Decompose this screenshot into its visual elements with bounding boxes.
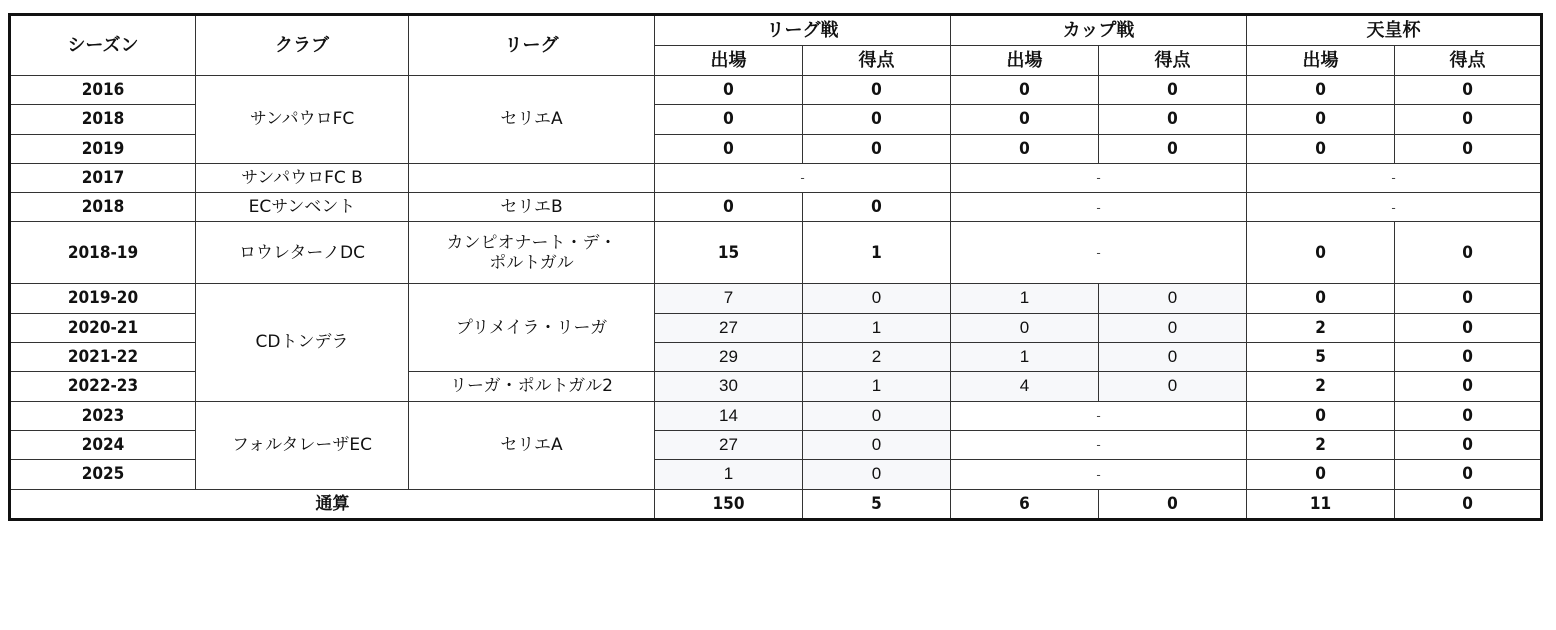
ec-apps-cell: 2 (1247, 372, 1395, 401)
cup-apps-cell: 4 (951, 372, 1099, 401)
lg-apps-cell: 15 (655, 222, 803, 284)
header-emperors-cup: 天皇杯 (1247, 15, 1542, 46)
season-cell: 2023 (10, 401, 196, 430)
ec-apps-cell: 2 (1247, 430, 1395, 459)
lg-goals-cell: 0 (803, 430, 951, 459)
ec-apps-cell: 0 (1247, 284, 1395, 313)
total-lg-goals: 5 (803, 489, 951, 519)
table-row (10, 401, 1542, 430)
lg-goals-cell: 1 (803, 222, 951, 284)
season-cell: 2018 (10, 193, 196, 222)
header-ec-apps: 出場 (1247, 46, 1395, 76)
ec-goals-cell: 0 (1395, 401, 1542, 430)
league-name-line-1: カンピオナート・デ・ (446, 232, 617, 253)
ec-goals-cell: 0 (1395, 284, 1542, 313)
ec-goals-cell: 0 (1395, 222, 1542, 284)
cup-apps-cell: 0 (951, 134, 1099, 163)
ec-apps-cell: 0 (1247, 401, 1395, 430)
header-lg-goals: 得点 (803, 46, 951, 76)
lg-goals-cell: 0 (803, 105, 951, 134)
club-cell (196, 76, 409, 164)
club-name: サンパウロFC (249, 109, 355, 130)
total-lg-apps: 150 (655, 489, 803, 519)
league-cell: プリメイラ・リーガ (409, 284, 655, 372)
header-league: リーグ (409, 15, 655, 76)
cup-goals-cell: 0 (1099, 372, 1247, 401)
header-cup-apps: 出場 (951, 46, 1099, 76)
ec-goals-cell: 0 (1395, 460, 1542, 489)
ec-apps-cell: 0 (1247, 105, 1395, 134)
cup-dash-cell: - (951, 163, 1247, 192)
ec-goals-cell: 0 (1395, 343, 1542, 372)
ec-goals-cell: 0 (1395, 313, 1542, 342)
club-cell: ECサンベント (196, 193, 409, 222)
header-cup-goals: 得点 (1099, 46, 1247, 76)
lg-apps-cell: 0 (655, 134, 803, 163)
cup-apps-cell: 1 (951, 284, 1099, 313)
league-cell (409, 76, 655, 164)
cup-apps-cell: 1 (951, 343, 1099, 372)
league-cell: セリエA (409, 401, 655, 489)
total-cup-goals: 0 (1099, 489, 1247, 519)
table-row (10, 284, 1542, 313)
season-cell: 2025 (10, 460, 196, 489)
total-ec-goals: 0 (1395, 489, 1542, 519)
table-row (10, 76, 1542, 105)
header-cup-games: カップ戦 (951, 15, 1247, 46)
season-cell: 2018-19 (10, 222, 196, 284)
league-cell: リーガ・ポルトガル2 (409, 372, 655, 401)
season-cell: 2022-23 (10, 372, 196, 401)
ec-goals-cell: 0 (1395, 134, 1542, 163)
lg-goals-cell: 0 (803, 284, 951, 313)
league-name: セリエA (500, 109, 563, 130)
ec-goals-cell: 0 (1395, 76, 1542, 105)
lg-goals-cell: 0 (803, 460, 951, 489)
ec-dash-cell: - (1247, 193, 1542, 222)
total-label: 通算 (10, 489, 655, 519)
lg-apps-cell: 0 (655, 105, 803, 134)
table-row (10, 222, 1542, 284)
cup-goals-cell: 0 (1099, 134, 1247, 163)
lg-apps-cell: 1 (655, 460, 803, 489)
header-ec-goals: 得点 (1395, 46, 1542, 76)
lg-apps-cell: 27 (655, 313, 803, 342)
lg-goals-cell: 1 (803, 372, 951, 401)
club-cell: フォルタレーザEC (196, 401, 409, 489)
lg-goals-cell: 2 (803, 343, 951, 372)
cup-apps-cell: 0 (951, 76, 1099, 105)
lg-apps-cell: 27 (655, 430, 803, 459)
cup-goals-cell: 0 (1099, 284, 1247, 313)
lg-apps-cell: 0 (655, 76, 803, 105)
lg-apps-cell: 14 (655, 401, 803, 430)
club-cell: CDトンデラ (196, 284, 409, 401)
club-cell: ロウレターノDC (196, 222, 409, 284)
ec-apps-cell: 0 (1247, 222, 1395, 284)
cup-goals-cell: 0 (1099, 343, 1247, 372)
header-row-1 (10, 15, 1542, 46)
season-cell: 2016 (10, 76, 196, 105)
header-club: クラブ (196, 15, 409, 76)
club-cell: サンパウロFC B (196, 163, 409, 192)
ec-dash-cell: - (1247, 163, 1542, 192)
ec-goals-cell: 0 (1395, 105, 1542, 134)
cup-dash-cell: - (951, 401, 1247, 430)
cup-apps-cell: 0 (951, 313, 1099, 342)
total-row (10, 489, 1542, 519)
league-cell: セリエB (409, 193, 655, 222)
lg-apps-cell: 29 (655, 343, 803, 372)
lg-goals-cell: 0 (803, 76, 951, 105)
cup-dash-cell: - (951, 193, 1247, 222)
ec-apps-cell: 0 (1247, 460, 1395, 489)
league-cell (409, 222, 655, 284)
ec-apps-cell: 5 (1247, 343, 1395, 372)
cup-apps-cell: 0 (951, 105, 1099, 134)
season-cell: 2018 (10, 105, 196, 134)
season-cell: 2017 (10, 163, 196, 192)
ec-apps-cell: 0 (1247, 76, 1395, 105)
total-ec-apps: 11 (1247, 489, 1395, 519)
league-cell (409, 163, 655, 192)
header-season: シーズン (10, 15, 196, 76)
header-lg-apps: 出場 (655, 46, 803, 76)
season-cell: 2021-22 (10, 343, 196, 372)
cup-goals-cell: 0 (1099, 76, 1247, 105)
ec-goals-cell: 0 (1395, 430, 1542, 459)
lg-apps-cell: 0 (655, 193, 803, 222)
lg-goals-cell: 1 (803, 313, 951, 342)
table-row (10, 163, 1542, 192)
lg-goals-cell: 0 (803, 193, 951, 222)
season-cell: 2019 (10, 134, 196, 163)
lg-goals-cell: 0 (803, 134, 951, 163)
season-cell: 2024 (10, 430, 196, 459)
league-name-line-2: ポルトガル (489, 252, 574, 273)
lg-dash-cell: - (655, 163, 951, 192)
table-row (10, 193, 1542, 222)
cup-dash-cell: - (951, 222, 1247, 284)
total-cup-apps: 6 (951, 489, 1099, 519)
header-league-games: リーグ戦 (655, 15, 951, 46)
season-cell: 2020-21 (10, 313, 196, 342)
lg-goals-cell: 0 (803, 401, 951, 430)
ec-goals-cell: 0 (1395, 372, 1542, 401)
lg-apps-cell: 30 (655, 372, 803, 401)
ec-apps-cell: 2 (1247, 313, 1395, 342)
cup-dash-cell: - (951, 460, 1247, 489)
season-cell: 2019-20 (10, 284, 196, 313)
cup-dash-cell: - (951, 430, 1247, 459)
career-stats-table (8, 13, 1543, 521)
ec-apps-cell: 0 (1247, 134, 1395, 163)
stats-table-container (8, 13, 1543, 521)
cup-goals-cell: 0 (1099, 105, 1247, 134)
lg-apps-cell: 7 (655, 284, 803, 313)
cup-goals-cell: 0 (1099, 313, 1247, 342)
